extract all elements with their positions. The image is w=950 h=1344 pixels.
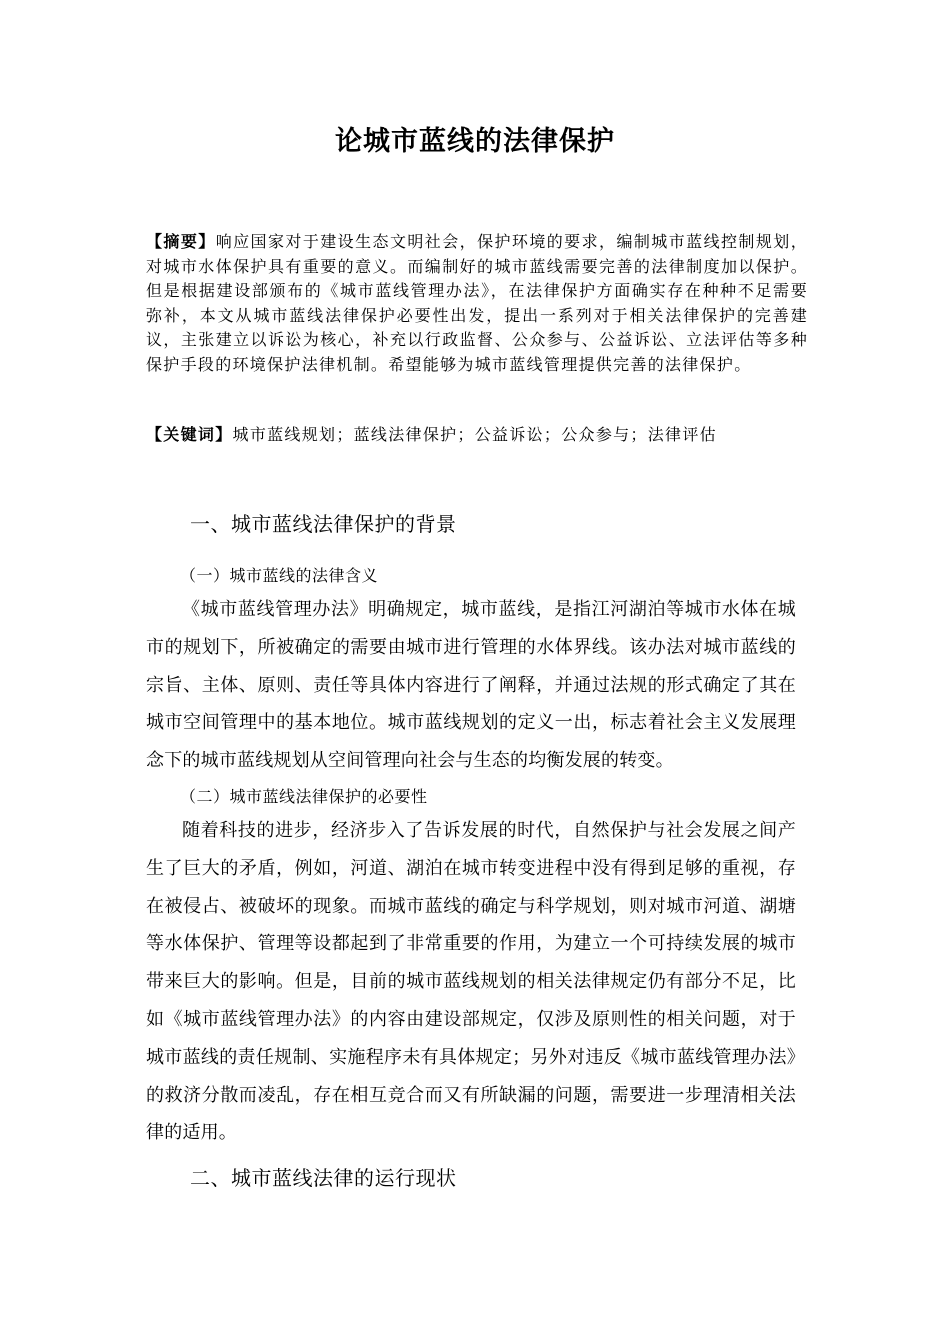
- abstract-text: 响应国家对于建设生态文明社会，保护环境的要求，编制城市蓝线控制规划，对城市水体保护具有重要的意义。而编制好的城市蓝线需要完善的法律制度加以保护。但是根据建设部颁布的《城市蓝线管理办法》，在法律保护方面确实存在种种不足需要弥补，本文从城市蓝线法律保护必要性出发，提出一系列对于相关法律保护的完善建议，主张建立以诉讼为核心，补充以行政监督、公众参与、公益诉讼、立法评估等多种保护手段的环境保护法律机制。希望能够为城市蓝线管理提供完善的法律保护。: [146, 232, 809, 374]
- section-2-heading: 二、城市蓝线法律的运行现状: [190, 1166, 457, 1190]
- section-1-heading: 一、城市蓝线法律保护的背景: [190, 512, 457, 536]
- section-1-1-paragraph: 《城市蓝线管理办法》明确规定，城市蓝线，是指江河湖泊等城市水体在城市的规划下，所被确定的需要由城市进行管理的水体界线。该办法对城市蓝线的宗旨、主体、原则、责任等具体内容进行了阐释，并通过法规的形式确定了其在城市空间管理中的基本地位。城市蓝线规划的定义一出，标志着社会主义发展理念下的城市蓝线规划从空间管理向社会与生态的均衡发展的转变。: [146, 599, 796, 772]
- abstract-label: 【摘要】: [146, 232, 216, 251]
- section-1-2-paragraph: 随着科技的进步，经济步入了告诉发展的时代，自然保护与社会发展之间产生了巨大的矛盾，例如，河道、湖泊在城市转变进程中没有得到足够的重视，存在被侵占、被破坏的现象。而城市蓝线的确定与科学规划，则对城市河道、湖塘等水体保护、管理等设都起到了非常重要的作用，为建立一个可持续发展的城市带来巨大的影响。但是，目前的城市蓝线规划的相关法律规定仍有部分不足，比如《城市蓝线管理办法》的内容由建设部规定，仅涉及原则性的相关问题，对于城市蓝线的责任规制、实施程序未有具体规定；另外对违反《城市蓝线管理办法》的救济分散而凌乱，存在相互竞合而又有所缺漏的问题，需要进一步理清相关法律的适用。: [146, 820, 796, 1144]
- section-1-1-heading: （一）城市蓝线的法律含义: [180, 566, 379, 585]
- document-title: 论城市蓝线的法律保护: [335, 126, 615, 157]
- keywords-label: 【关键词】: [146, 425, 233, 444]
- section-1-2-heading: （二）城市蓝线法律保护的必要性: [180, 787, 428, 806]
- keywords-text: 城市蓝线规划；蓝线法律保护；公益诉讼；公众参与；法律评估: [232, 425, 717, 444]
- abstract: [146, 230, 808, 378]
- keywords: [146, 424, 808, 446]
